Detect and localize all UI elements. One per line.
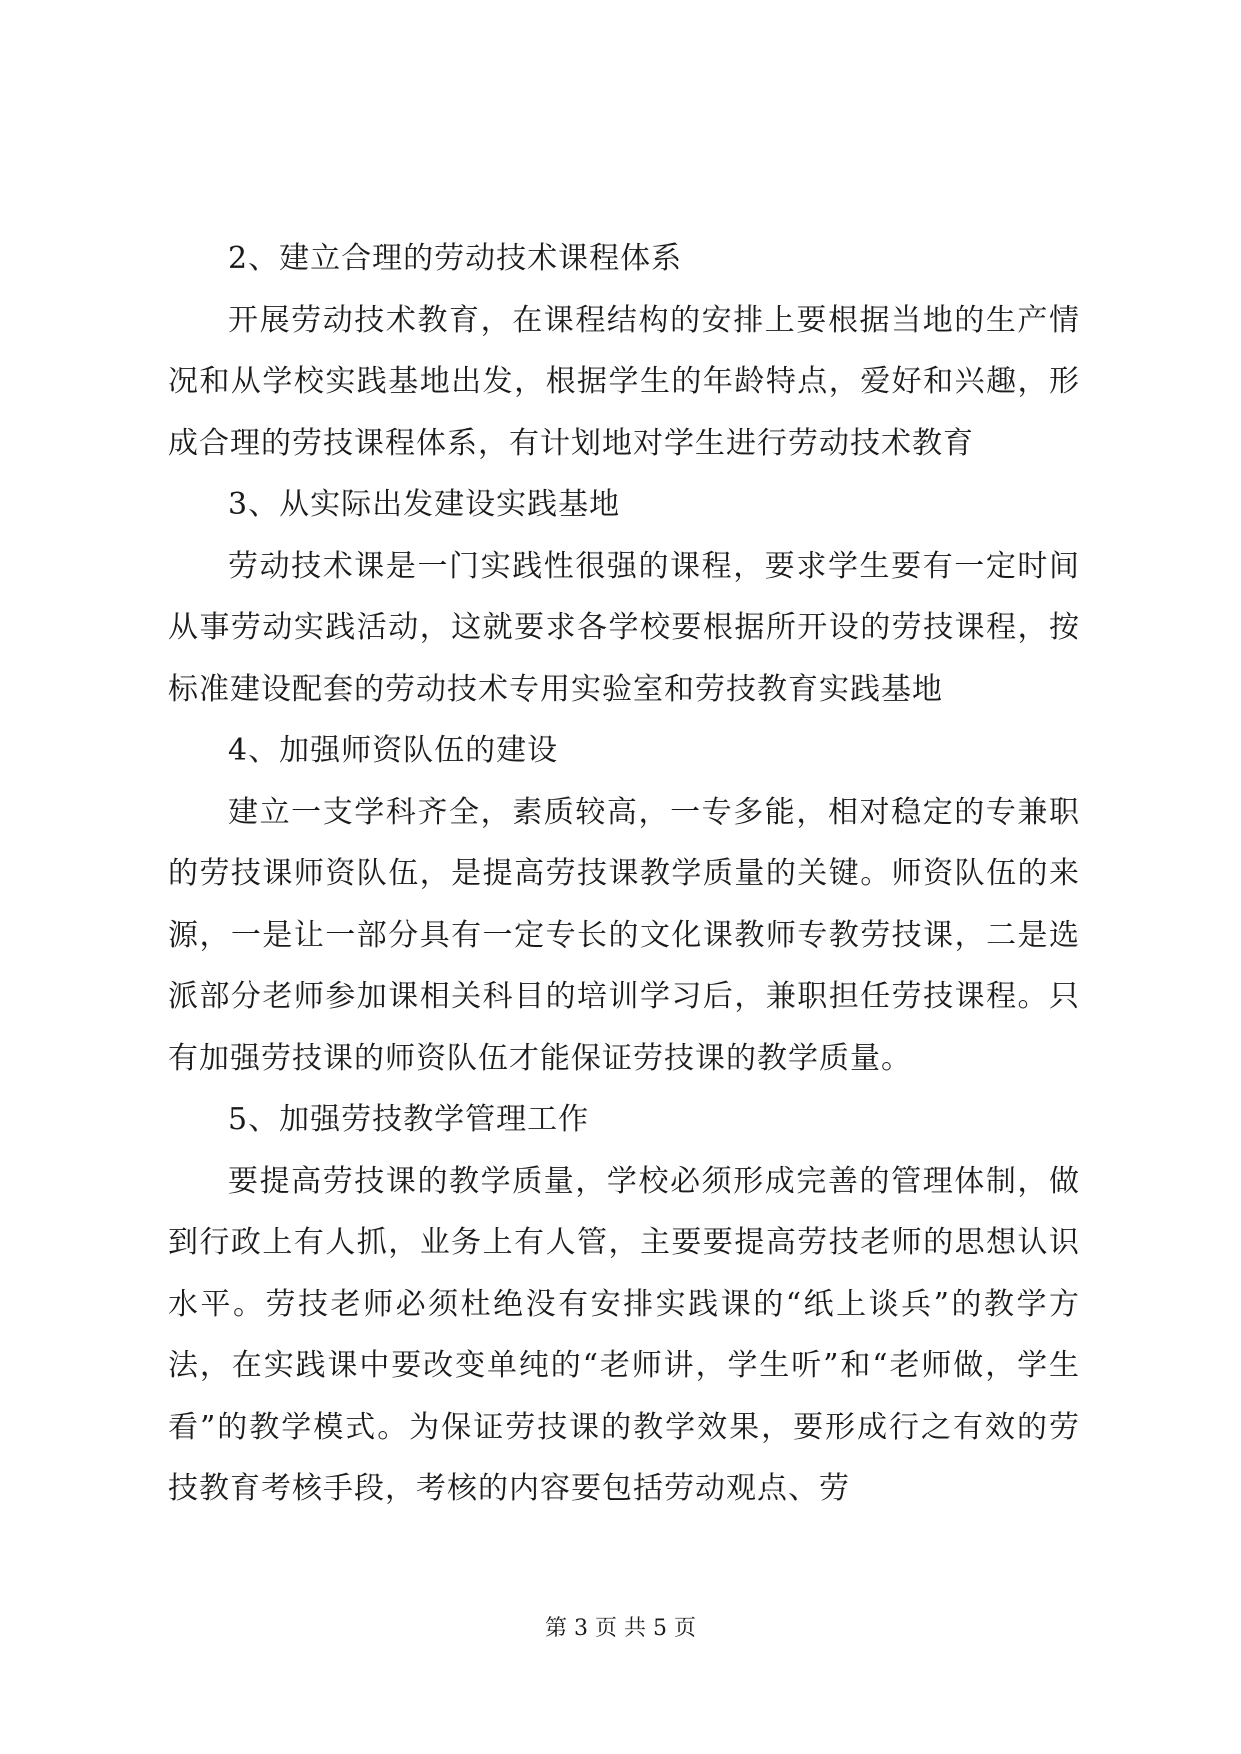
section-heading-3: 3、从实际出发建设实践基地: [228, 487, 621, 522]
section-heading-4: 4、加强师资队伍的建设: [228, 733, 559, 768]
document-body: [168, 228, 1080, 1520]
section-heading-2: 2、建立合理的劳动技术课程体系: [228, 241, 683, 276]
section-heading-5: 5、加强劳技教学管理工作: [228, 1102, 590, 1137]
page-number-footer: 第 3 页 共 5 页: [545, 1616, 696, 1641]
section-paragraph-3: 劳动技术课是一门实践性很强的课程，要求学生要有一定时间从事劳动实践活动，这就要求各学校要根据所开设的劳技课程，按标准建设配套的劳动技术专用实验室和劳技教育实践基地: [168, 548, 1080, 707]
section-paragraph-4: 建立一支学科齐全，素质较高，一专多能，相对稳定的专兼职的劳技课师资队伍，是提高劳技课教学质量的关键。师资队伍的来源，一是让一部分具有一定专长的文化课教师专教劳技课，二是选派部分老师参加课相关科目的培训学习后，兼职担任劳技课程。只有加强劳技课的师资队伍才能保证劳技课的教学质量。: [168, 794, 1080, 1076]
section-paragraph-5: 要提高劳技课的教学质量，学校必须形成完善的管理体制，做到行政上有人抓，业务上有人管，主要要提高劳技老师的思想认识水平。劳技老师必须杜绝没有安排实践课的“纸上谈兵”的教学方法，在实践课中要改变单纯的“老师讲，学生听”和“老师做，学生看”的教学模式。为保证劳技课的教学效果，要形成行之有效的劳技教育考核手段，考核的内容要包括劳动观点、劳: [168, 1163, 1080, 1506]
section-paragraph-2: 开展劳动技术教育，在课程结构的安排上要根据当地的生产情况和从学校实践基地出发，根据学生的年龄特点，爱好和兴趣，形成合理的劳技课程体系，有计划地对学生进行劳动技术教育: [168, 302, 1080, 461]
